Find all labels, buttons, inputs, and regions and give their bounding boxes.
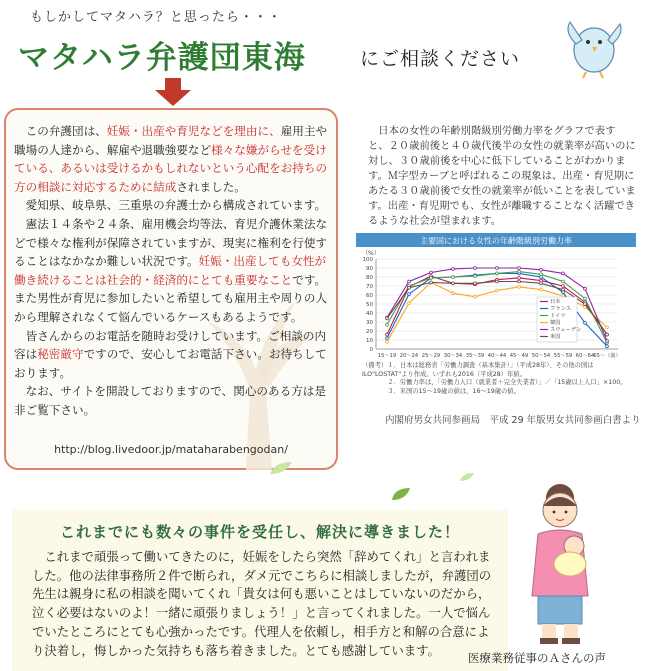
chart-x-tick-label: 50～54	[531, 353, 551, 359]
chart-source: 内閣府男女共同参画局 平成 29 年版男女共同参画白書より	[385, 415, 641, 426]
chart-legend-entry: 韓国	[550, 320, 561, 326]
chart-point	[540, 282, 543, 285]
chart-point	[408, 302, 411, 305]
chart-point	[606, 340, 609, 343]
chart-point	[408, 293, 411, 296]
chart-y-tick-label: 70	[366, 284, 373, 290]
chart-point	[452, 268, 455, 271]
chart-y-tick-label: 0	[369, 347, 373, 353]
chart-point	[386, 340, 389, 343]
chart-y-tick-label: 20	[366, 329, 373, 335]
chart-y-tick-label: 40	[366, 311, 373, 317]
chart-point	[606, 345, 609, 348]
leaf-icon	[390, 486, 412, 502]
chart-legend-entry: スウェーデン	[550, 327, 582, 333]
chart-point	[386, 317, 389, 320]
chart-point	[518, 270, 521, 273]
chart-point	[452, 282, 455, 285]
chart-note: ３．米国の15～19歳の値は，16～19歳の値。	[362, 387, 520, 395]
chart-legend-entry: 米国	[550, 334, 561, 340]
chart-point	[430, 281, 433, 284]
chart-note: （備考）１．日本は総務省「労働力調査（基本集計）」（平成28年）、その他の国はILO"LOSTAT"より作成。いずれも2016（平成28）年値。	[362, 362, 594, 378]
chart-point	[496, 289, 499, 292]
testimonial-text: これまで頑張って働いてきたのに，妊娠をしたら突然「辞めてくれ」と言われました。他の法律事務所２件で断られ，ダメ元でこちらに相談しましたが，弁護団の先生は親身に私の相談を聞いてくれ「貴女は何も悪いことはしていないのだから，泣く必要はないのよ！一緒に頑張りましょう！」と言ってくれました。一人で悩んでいたところにとても心強かったです。代理人を依頼し，相手方と和解の合意により決着し，悔しかった気持ちも落ち着きました。とても感謝しています。	[32, 549, 492, 658]
chart-point	[606, 326, 609, 329]
chart-point	[474, 282, 477, 285]
chart-description: 日本の女性の年齢別階級別労働力率をグラフで表すと、２０歳前後と４０歳代後半の女性の就業率が高いのに対し、３０歳前後を中心に低下していることがわかります。Ｍ字型カーブと呼ばれるこの現象は、出産・育児期にあたる３０歳前後で女性の就業率が低いことを表しています。出産・育児期でも、女性が離職することなく活躍できるような社会が望まれます。	[368, 125, 636, 227]
chart-title: 主要国における女性の年齢階級別労働力率	[420, 236, 572, 246]
chart-x-tick-label: 60～64	[575, 353, 595, 359]
chart-point	[408, 280, 411, 283]
chart-y-tick-label: 80	[366, 275, 373, 281]
chart-notes	[362, 362, 634, 396]
chart-x-tick-label: 40～44	[487, 353, 507, 359]
chart-point	[496, 272, 499, 275]
chart-point	[452, 292, 455, 295]
chart-x-tick-label: 15～19	[377, 353, 397, 359]
leaf-icon	[458, 471, 476, 483]
chart-point	[518, 286, 521, 289]
chart-point	[584, 297, 587, 300]
chart-y-tick-label: 90	[366, 266, 373, 272]
intro-paragraph-5: なお、サイトを開設しておりますので、関心のある方は是非ご覧下さい。	[14, 384, 326, 417]
chart-point	[518, 277, 521, 280]
chart-point	[606, 333, 609, 336]
chart-point	[474, 267, 477, 270]
chart-x-tick-label: 35～39	[465, 353, 485, 359]
chart-point	[540, 273, 543, 276]
chart-point	[584, 303, 587, 306]
chart-x-tick-label: 20～24	[399, 353, 419, 359]
leaf-icon	[268, 460, 294, 476]
down-arrow-icon	[155, 78, 191, 106]
chart-point	[540, 288, 543, 291]
chart-point	[474, 295, 477, 298]
chart-legend-entry: ドイツ	[550, 313, 566, 319]
page-title: マタハラ弁護団東海	[18, 40, 306, 76]
chart-x-tick-label: 25～29	[421, 353, 441, 359]
chart-point	[540, 268, 543, 271]
testimonial-heading: これまでにも数々の事件を受任し、解決に導きました！	[60, 523, 461, 541]
blog-url-link[interactable]: http://blog.livedoor.jp/mataharabengodan/	[54, 443, 288, 456]
chart-point	[518, 267, 521, 270]
chart-point	[430, 271, 433, 274]
chart-x-tick-label: 55～59	[553, 353, 573, 359]
intro-paragraph-2: 愛知県、岐阜県、三重県の弁護士から構成されています。	[14, 198, 327, 213]
chart-point	[562, 280, 565, 283]
chart-point	[584, 322, 587, 325]
chart-point	[496, 280, 499, 283]
chart-point	[562, 285, 565, 288]
intro-text: この弁護団は、妊娠・出産や育児などを理由に、雇用主や職場の人達から、解雇や退職強要など様々な嫌がらせを受けている、あるいは受けるかもしれないという心配をお持ちの方の相談に対応するために結成されました。 愛知県、岐阜県、三重県の弁護士から構成されています。 憲法１４条や２４条、雇用機会均等法、育児介護休業法などで様々な権利が保障されていますが、現実に権利を行使することはなかなか難しい状況です。妊娠・出産しても女性が働き続けることは社会的・経済的にとても重要なことです。また男性が育児に参加したいと希望しても雇用主や周りの人から理解されなくて悩んでいるケースもあるようです。 皆さんからのお電話を随時お受けしています。ご相談の内容は秘密厳守ですので、安心してお電話下さい。お待ちしております。 なお、サイトを開設しておりますので、関心のある方は是非ご覧下さい。	[14, 122, 334, 420]
chart-y-tick-label: 30	[366, 320, 373, 326]
chart-point	[408, 286, 411, 289]
chart-legend-entry: 日本	[550, 299, 561, 305]
chart-point	[452, 276, 455, 279]
chart-x-tick-label: 45～49	[509, 353, 529, 359]
testimonial-caption: 医療業務従事のＡさんの声	[468, 651, 606, 665]
chart-point	[562, 288, 565, 291]
chart-point	[584, 287, 587, 290]
bird-illustration	[560, 8, 626, 80]
chart-point	[430, 277, 433, 280]
chart-point	[518, 280, 521, 283]
chart-y-tick-label: 100	[362, 257, 373, 263]
mother-baby-illustration	[498, 476, 628, 646]
chart-y-tick-label: 60	[366, 293, 373, 299]
chart-legend-entry: フランス	[550, 306, 572, 312]
chart-note: ２．労働力率は，「労働力人口（就業者＋完全失業者）」／「15歳以上人口」×100。	[362, 379, 627, 386]
chart-point	[474, 275, 477, 278]
chart-ylabel: （%）	[362, 250, 380, 257]
chart-x-tick-label: 30～34	[443, 353, 463, 359]
chart-x-tick-label: 65～（歳）	[593, 353, 621, 359]
chart-y-tick-label: 10	[366, 338, 373, 344]
chart-y-tick-label: 50	[366, 302, 373, 308]
tagline: もしかしてマタハラ？と思ったら・・・	[30, 10, 282, 25]
subtitle: にご相談ください	[360, 48, 521, 70]
chart-point	[496, 267, 499, 270]
chart-point	[562, 272, 565, 275]
chart-point	[386, 323, 389, 326]
